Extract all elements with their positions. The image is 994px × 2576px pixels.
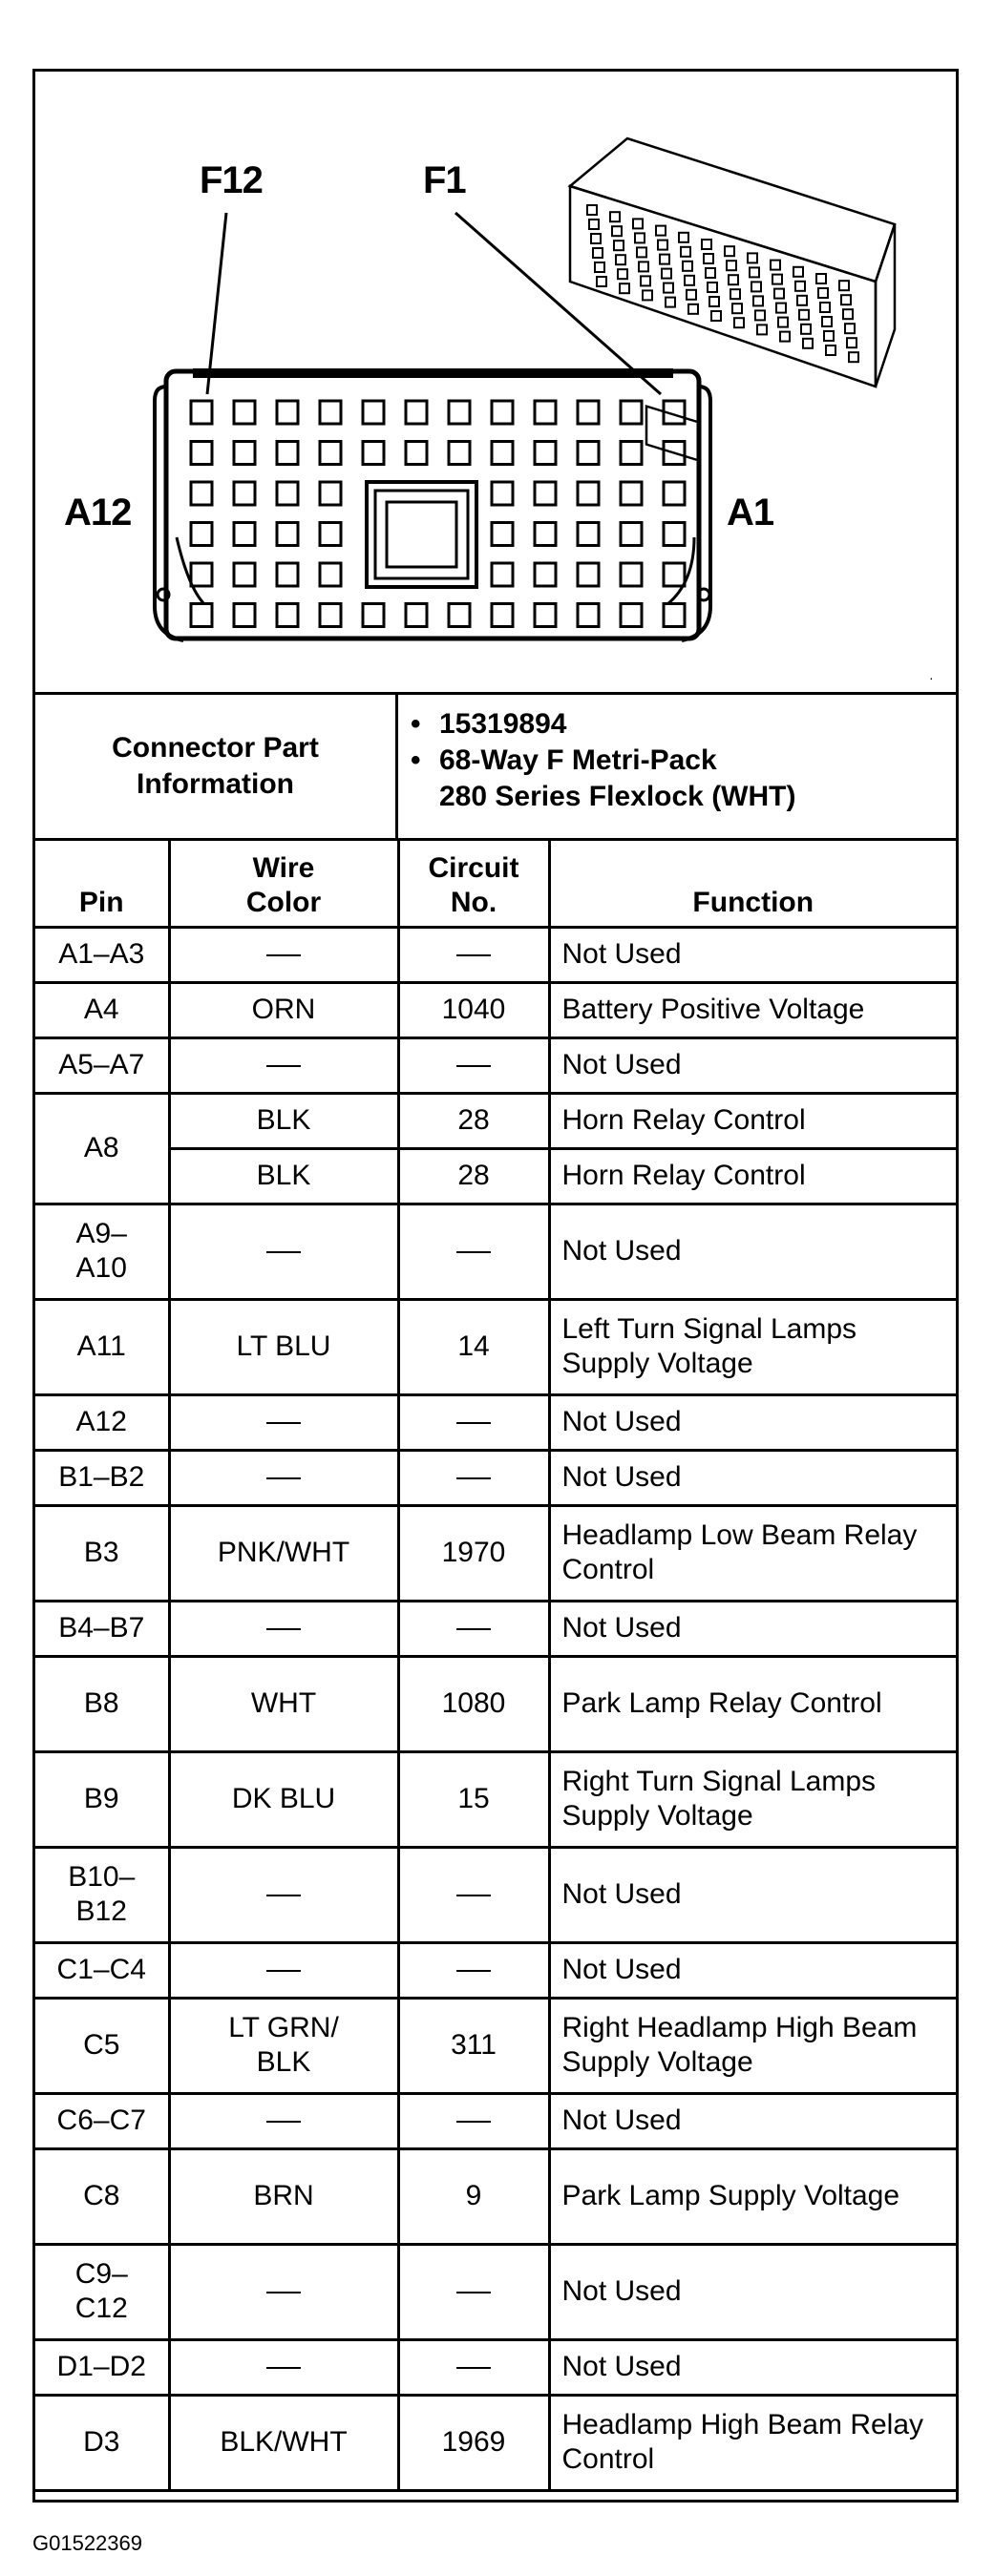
iso-pin-cavity <box>708 283 717 292</box>
connector-info-title-line2: Information <box>137 768 294 800</box>
label-f12: F12 <box>200 159 263 201</box>
empty-dash <box>266 2367 301 2369</box>
connector-pin-cavity <box>320 523 341 546</box>
pin-cell: C5 <box>35 1998 169 2093</box>
circuit-cell: 1970 <box>398 1505 549 1601</box>
iso-pin-cavity <box>666 298 675 307</box>
pin-row <box>35 1148 956 1204</box>
connector-pin-cavity <box>277 482 298 505</box>
connector-pin-cavity <box>320 442 341 465</box>
iso-pin-cavity <box>711 311 721 321</box>
wire-color-cell: BRN <box>169 2148 398 2244</box>
iso-pin-cavity <box>841 295 851 304</box>
pin-row <box>35 927 956 982</box>
empty-dash <box>456 1895 491 1896</box>
empty-dash <box>266 1970 301 1972</box>
pin-cell: A8 <box>35 1093 169 1204</box>
iso-pin-cavity <box>820 303 830 312</box>
iso-pin-cavity <box>818 288 828 298</box>
wire-color-cell <box>169 1847 398 1942</box>
pin-row <box>35 2244 956 2339</box>
connector-pin-cavity <box>578 401 599 424</box>
connector-pin-cavity <box>492 442 513 465</box>
iso-pin-cavity <box>681 247 690 257</box>
pin-row <box>35 1998 956 2093</box>
empty-dash <box>266 1628 301 1630</box>
connector-pin-cavity <box>363 401 384 424</box>
iso-pin-cavity <box>730 289 740 299</box>
iso-pin-cavity <box>706 268 715 278</box>
pin-cell: D3 <box>35 2395 169 2490</box>
iso-pin-cavity <box>643 290 652 300</box>
connector-pin-cavity <box>578 523 599 546</box>
iso-pin-cavity <box>734 318 744 327</box>
iso-pin-cavity <box>776 304 786 313</box>
connector-face-drawing <box>35 72 956 692</box>
pin-cell: A5–A7 <box>35 1037 169 1093</box>
function-cell: Not Used <box>549 2093 956 2148</box>
connector-pin-cavity <box>320 563 341 586</box>
circuit-cell <box>398 927 549 982</box>
iso-pin-cavity <box>610 212 620 221</box>
function-cell: Horn Relay Control <box>549 1148 956 1204</box>
connector-part-number: • 15319894 <box>411 708 567 740</box>
empty-dash <box>456 954 491 956</box>
wire-color-cell: BLK/WHT <box>169 2395 398 2490</box>
connector-info-title-line1: Connector Part <box>112 732 319 764</box>
connector-pin-cavity <box>191 604 212 627</box>
connector-pin-cavity <box>578 604 599 627</box>
pin-row <box>35 1505 956 1601</box>
connector-pin-cavity <box>578 482 599 505</box>
connector-pin-cavity <box>191 523 212 546</box>
connector-pin-cavity <box>191 563 212 586</box>
circuit-cell: 9 <box>398 2148 549 2244</box>
header-circuit-no: Circuit No. <box>398 841 549 927</box>
iso-pin-cavity <box>757 325 767 334</box>
connector-pin-cavity <box>535 442 556 465</box>
circuit-cell <box>398 2339 549 2395</box>
iso-pin-cavity <box>597 277 606 286</box>
iso-pin-cavity <box>620 283 629 293</box>
circuit-cell <box>398 1847 549 1942</box>
connector-pin-cavity <box>191 482 212 505</box>
header-pin: Pin <box>35 841 169 927</box>
empty-dash <box>266 954 301 956</box>
iso-pin-cavity <box>748 253 757 262</box>
connector-pin-cavity <box>234 482 255 505</box>
iso-pin-cavity <box>616 255 625 264</box>
iso-pin-cavity <box>660 255 669 264</box>
wire-color-cell <box>169 2339 398 2395</box>
empty-dash <box>266 2292 301 2293</box>
empty-dash <box>456 2121 491 2123</box>
iso-pin-cavity <box>801 325 811 334</box>
pin-row <box>35 1942 956 1998</box>
pin-cell: D1–D2 <box>35 2339 169 2395</box>
wire-color-cell: BLK <box>169 1093 398 1148</box>
connector-pin-cavity <box>277 401 298 424</box>
empty-dash <box>266 1895 301 1896</box>
pin-row <box>35 1299 956 1394</box>
connector-pin-cavity <box>535 563 556 586</box>
pin-cell: B1–B2 <box>35 1450 169 1505</box>
function-cell: Battery Positive Voltage <box>549 982 956 1037</box>
circuit-cell <box>398 1601 549 1656</box>
empty-dash <box>456 1970 491 1972</box>
connector-pin-cavity <box>234 442 255 465</box>
circuit-cell <box>398 1942 549 1998</box>
function-cell: Not Used <box>549 1394 956 1450</box>
connector-pin-cavity <box>406 604 427 627</box>
iso-pin-cavity <box>772 275 782 284</box>
connector-pin-cavity <box>363 442 384 465</box>
pin-cell: B4–B7 <box>35 1601 169 1656</box>
wire-color-cell: WHT <box>169 1656 398 1751</box>
connector-pin-cavity <box>277 563 298 586</box>
iso-pin-cavity <box>614 241 624 250</box>
circuit-cell <box>398 2093 549 2148</box>
connector-pin-cavity <box>492 523 513 546</box>
connector-pin-cavity <box>363 604 384 627</box>
connector-type: • 68-Way F Metri-Pack <box>411 744 717 776</box>
iso-pin-cavity <box>795 282 805 291</box>
iso-pin-cavity <box>839 281 849 290</box>
figure-id: G01522369 <box>32 2531 142 2555</box>
function-cell: Not Used <box>549 1204 956 1299</box>
circuit-cell <box>398 1204 549 1299</box>
empty-dash <box>266 1422 301 1424</box>
pin-cell: A12 <box>35 1394 169 1450</box>
circuit-cell: 1969 <box>398 2395 549 2490</box>
pin-row <box>35 1450 956 1505</box>
wire-color-cell <box>169 2093 398 2148</box>
connector-pin-cavity <box>492 482 513 505</box>
function-cell: Not Used <box>549 2244 956 2339</box>
empty-dash <box>456 1628 491 1630</box>
empty-dash <box>266 1065 301 1067</box>
connector-pin-cavity <box>277 442 298 465</box>
function-cell: Left Turn Signal Lamps Supply Voltage <box>549 1299 956 1394</box>
wire-color-cell: PNK/WHT <box>169 1505 398 1601</box>
iso-pin-cavity <box>656 226 666 236</box>
circuit-cell: 28 <box>398 1148 549 1204</box>
connector-info-list <box>411 706 945 815</box>
empty-dash <box>266 2121 301 2123</box>
header-function: Function <box>549 841 956 927</box>
iso-pin-cavity <box>771 261 780 270</box>
iso-pin-cavity <box>732 304 742 313</box>
iso-pin-cavity <box>755 310 765 320</box>
circuit-cell <box>398 1394 549 1450</box>
connector-series: 280 Series Flexlock (WHT) <box>439 781 796 812</box>
iso-pin-cavity <box>753 296 763 305</box>
label-f1: F1 <box>423 159 466 201</box>
iso-pin-cavity <box>587 205 597 215</box>
wire-color-cell <box>169 1601 398 1656</box>
function-cell: Right Turn Signal Lamps Supply Voltage <box>549 1751 956 1847</box>
empty-dash <box>456 2292 491 2293</box>
connector-pin-cavity <box>492 563 513 586</box>
empty-dash <box>456 1422 491 1424</box>
iso-pin-cavity <box>751 282 761 291</box>
connector-pin-cavity <box>621 604 642 627</box>
function-cell: Not Used <box>549 1847 956 1942</box>
iso-pin-cavity <box>793 267 803 277</box>
wire-color-cell <box>169 2244 398 2339</box>
circuit-cell: 28 <box>398 1093 549 1148</box>
connector-pin-cavity <box>621 563 642 586</box>
wire-color-cell <box>169 1450 398 1505</box>
connector-pin-cavity <box>277 604 298 627</box>
pin-row <box>35 2395 956 2490</box>
connector-pin-cavity <box>320 482 341 505</box>
pin-table-header <box>35 841 956 927</box>
iso-pin-cavity <box>824 331 834 341</box>
connector-pin-cavity <box>234 563 255 586</box>
iso-pin-cavity <box>780 332 790 342</box>
pin-row <box>35 1204 956 1299</box>
connector-pin-cavity <box>664 563 685 586</box>
connector-pin-cavity <box>535 523 556 546</box>
svg-text:·: · <box>929 670 934 685</box>
label-a12: A12 <box>64 492 132 534</box>
iso-pin-cavity <box>683 262 692 271</box>
connector-pin-cavity <box>406 401 427 424</box>
pin-row <box>35 1093 956 1148</box>
iso-pin-cavity <box>803 339 813 348</box>
function-cell: Headlamp High Beam Relay Control <box>549 2395 956 2490</box>
iso-pin-cavity <box>774 289 784 299</box>
wire-color-cell <box>169 927 398 982</box>
iso-pin-cavity <box>750 267 759 277</box>
iso-pin-cavity <box>845 324 855 333</box>
iso-pin-cavity <box>595 262 604 272</box>
wire-color-cell: DK BLU <box>169 1751 398 1847</box>
circuit-cell: 15 <box>398 1751 549 1847</box>
connector-pin-cavity <box>621 442 642 465</box>
connector-diagram <box>35 72 956 695</box>
iso-pin-cavity <box>679 233 688 242</box>
connector-pin-cavity <box>191 442 212 465</box>
pin-row <box>35 2339 956 2395</box>
wire-color-cell: LT BLU <box>169 1299 398 1394</box>
iso-pin-cavity <box>633 219 643 228</box>
pin-row <box>35 2148 956 2244</box>
connector-pin-cavity <box>578 563 599 586</box>
connector-sheet <box>32 69 959 2503</box>
function-cell: Not Used <box>549 1450 956 1505</box>
circuit-cell <box>398 2244 549 2339</box>
iso-pin-cavity <box>662 269 671 279</box>
iso-pin-cavity <box>843 309 853 319</box>
iso-pin-cavity <box>729 275 738 284</box>
pin-cell: B9 <box>35 1751 169 1847</box>
iso-pin-cavity <box>637 247 646 257</box>
wire-color-cell: ORN <box>169 982 398 1037</box>
iso-pin-cavity <box>612 226 622 236</box>
connector-pin-cavity <box>492 604 513 627</box>
header-wire-color: Wire Color <box>169 841 398 927</box>
iso-pin-cavity <box>664 283 673 293</box>
function-cell: Not Used <box>549 1601 956 1656</box>
connector-pin-cavity <box>621 482 642 505</box>
iso-pin-cavity <box>635 233 645 242</box>
connector-pin-cavity <box>191 401 212 424</box>
iso-pin-cavity <box>797 296 807 305</box>
wire-color-cell <box>169 1942 398 1998</box>
iso-pin-cavity <box>589 220 599 229</box>
connector-pin-cavity <box>578 442 599 465</box>
pin-table <box>35 841 956 2492</box>
iso-pin-cavity <box>591 234 601 243</box>
pin-row <box>35 1847 956 1942</box>
connector-pin-cavity <box>320 604 341 627</box>
connector-pin-cavity <box>535 482 556 505</box>
iso-pin-cavity <box>658 241 667 250</box>
connector-pin-cavity <box>234 604 255 627</box>
empty-dash <box>456 1065 491 1067</box>
function-cell: Not Used <box>549 927 956 982</box>
connector-pin-cavity <box>449 442 470 465</box>
iso-pin-cavity <box>847 338 857 347</box>
circuit-cell: 311 <box>398 1998 549 2093</box>
pin-cell: B3 <box>35 1505 169 1601</box>
iso-pin-cavity <box>778 318 788 327</box>
circuit-cell: 1040 <box>398 982 549 1037</box>
pin-cell: A9– A10 <box>35 1204 169 1299</box>
iso-pin-cavity <box>849 352 858 362</box>
iso-pin-cavity <box>639 262 648 271</box>
pin-cell: C9– C12 <box>35 2244 169 2339</box>
iso-pin-cavity <box>725 246 734 256</box>
function-cell: Right Headlamp High Beam Supply Voltage <box>549 1998 956 2093</box>
wire-color-cell: BLK <box>169 1148 398 1204</box>
connector-pin-cavity <box>664 604 685 627</box>
pin-row <box>35 1601 956 1656</box>
connector-pin-cavity <box>320 401 341 424</box>
iso-pin-cavity <box>799 310 809 320</box>
function-cell: Not Used <box>549 1942 956 1998</box>
empty-dash <box>266 1477 301 1479</box>
iso-pin-cavity <box>687 290 696 300</box>
iso-pin-cavity <box>685 276 694 285</box>
circuit-cell <box>398 1450 549 1505</box>
connector-pin-cavity <box>234 401 255 424</box>
function-cell: Not Used <box>549 1037 956 1093</box>
wire-color-cell <box>169 1037 398 1093</box>
function-cell: Park Lamp Relay Control <box>549 1656 956 1751</box>
pin-cell: A4 <box>35 982 169 1037</box>
pin-row <box>35 1751 956 1847</box>
connector-pin-cavity <box>449 401 470 424</box>
wire-color-cell <box>169 1204 398 1299</box>
pin-row <box>35 1394 956 1450</box>
pin-cell: B8 <box>35 1656 169 1751</box>
connector-pin-cavity <box>449 604 470 627</box>
empty-dash <box>456 1251 491 1253</box>
empty-dash <box>456 1477 491 1479</box>
connector-pin-cavity <box>492 401 513 424</box>
label-a1: A1 <box>727 492 774 534</box>
function-cell: Headlamp Low Beam Relay Control <box>549 1505 956 1601</box>
iso-pin-cavity <box>727 261 736 270</box>
pin-row <box>35 1037 956 1093</box>
wire-color-cell: LT GRN/ BLK <box>169 1998 398 2093</box>
iso-pin-cavity <box>702 240 711 249</box>
connector-pin-cavity <box>277 523 298 546</box>
pin-cell: A1–A3 <box>35 927 169 982</box>
function-cell: Horn Relay Control <box>549 1093 956 1148</box>
iso-pin-cavity <box>822 317 832 326</box>
circuit-cell: 1080 <box>398 1656 549 1751</box>
iso-pin-cavity <box>709 297 719 306</box>
iso-pin-cavity <box>688 304 698 314</box>
connector-pin-cavity <box>535 401 556 424</box>
pin-cell: B10– B12 <box>35 1847 169 1942</box>
iso-pin-cavity <box>816 274 826 283</box>
function-cell: Park Lamp Supply Voltage <box>549 2148 956 2244</box>
pin-cell: A11 <box>35 1299 169 1394</box>
connector-pin-cavity <box>664 482 685 505</box>
connector-pin-cavity <box>535 604 556 627</box>
pin-row <box>35 2093 956 2148</box>
connector-pin-cavity <box>406 442 427 465</box>
wire-color-cell <box>169 1394 398 1450</box>
iso-pin-cavity <box>704 254 713 263</box>
empty-dash <box>266 1251 301 1253</box>
pin-cell: C6–C7 <box>35 2093 169 2148</box>
connector-pin-cavity <box>234 523 255 546</box>
connector-info-title <box>35 695 398 838</box>
pin-cell: C1–C4 <box>35 1942 169 1998</box>
connector-part-info <box>35 695 956 841</box>
circuit-cell: 14 <box>398 1299 549 1394</box>
empty-dash <box>456 2367 491 2369</box>
pin-row <box>35 1656 956 1751</box>
function-cell: Not Used <box>549 2339 956 2395</box>
pin-cell: C8 <box>35 2148 169 2244</box>
iso-pin-cavity <box>641 276 650 285</box>
iso-pin-cavity <box>618 269 627 279</box>
iso-pin-cavity <box>826 346 835 355</box>
connector-pin-cavity <box>664 523 685 546</box>
connector-pin-cavity <box>621 523 642 546</box>
connector-pin-cavity <box>621 401 642 424</box>
circuit-cell <box>398 1037 549 1093</box>
pin-row <box>35 982 956 1037</box>
iso-pin-cavity <box>593 248 603 258</box>
